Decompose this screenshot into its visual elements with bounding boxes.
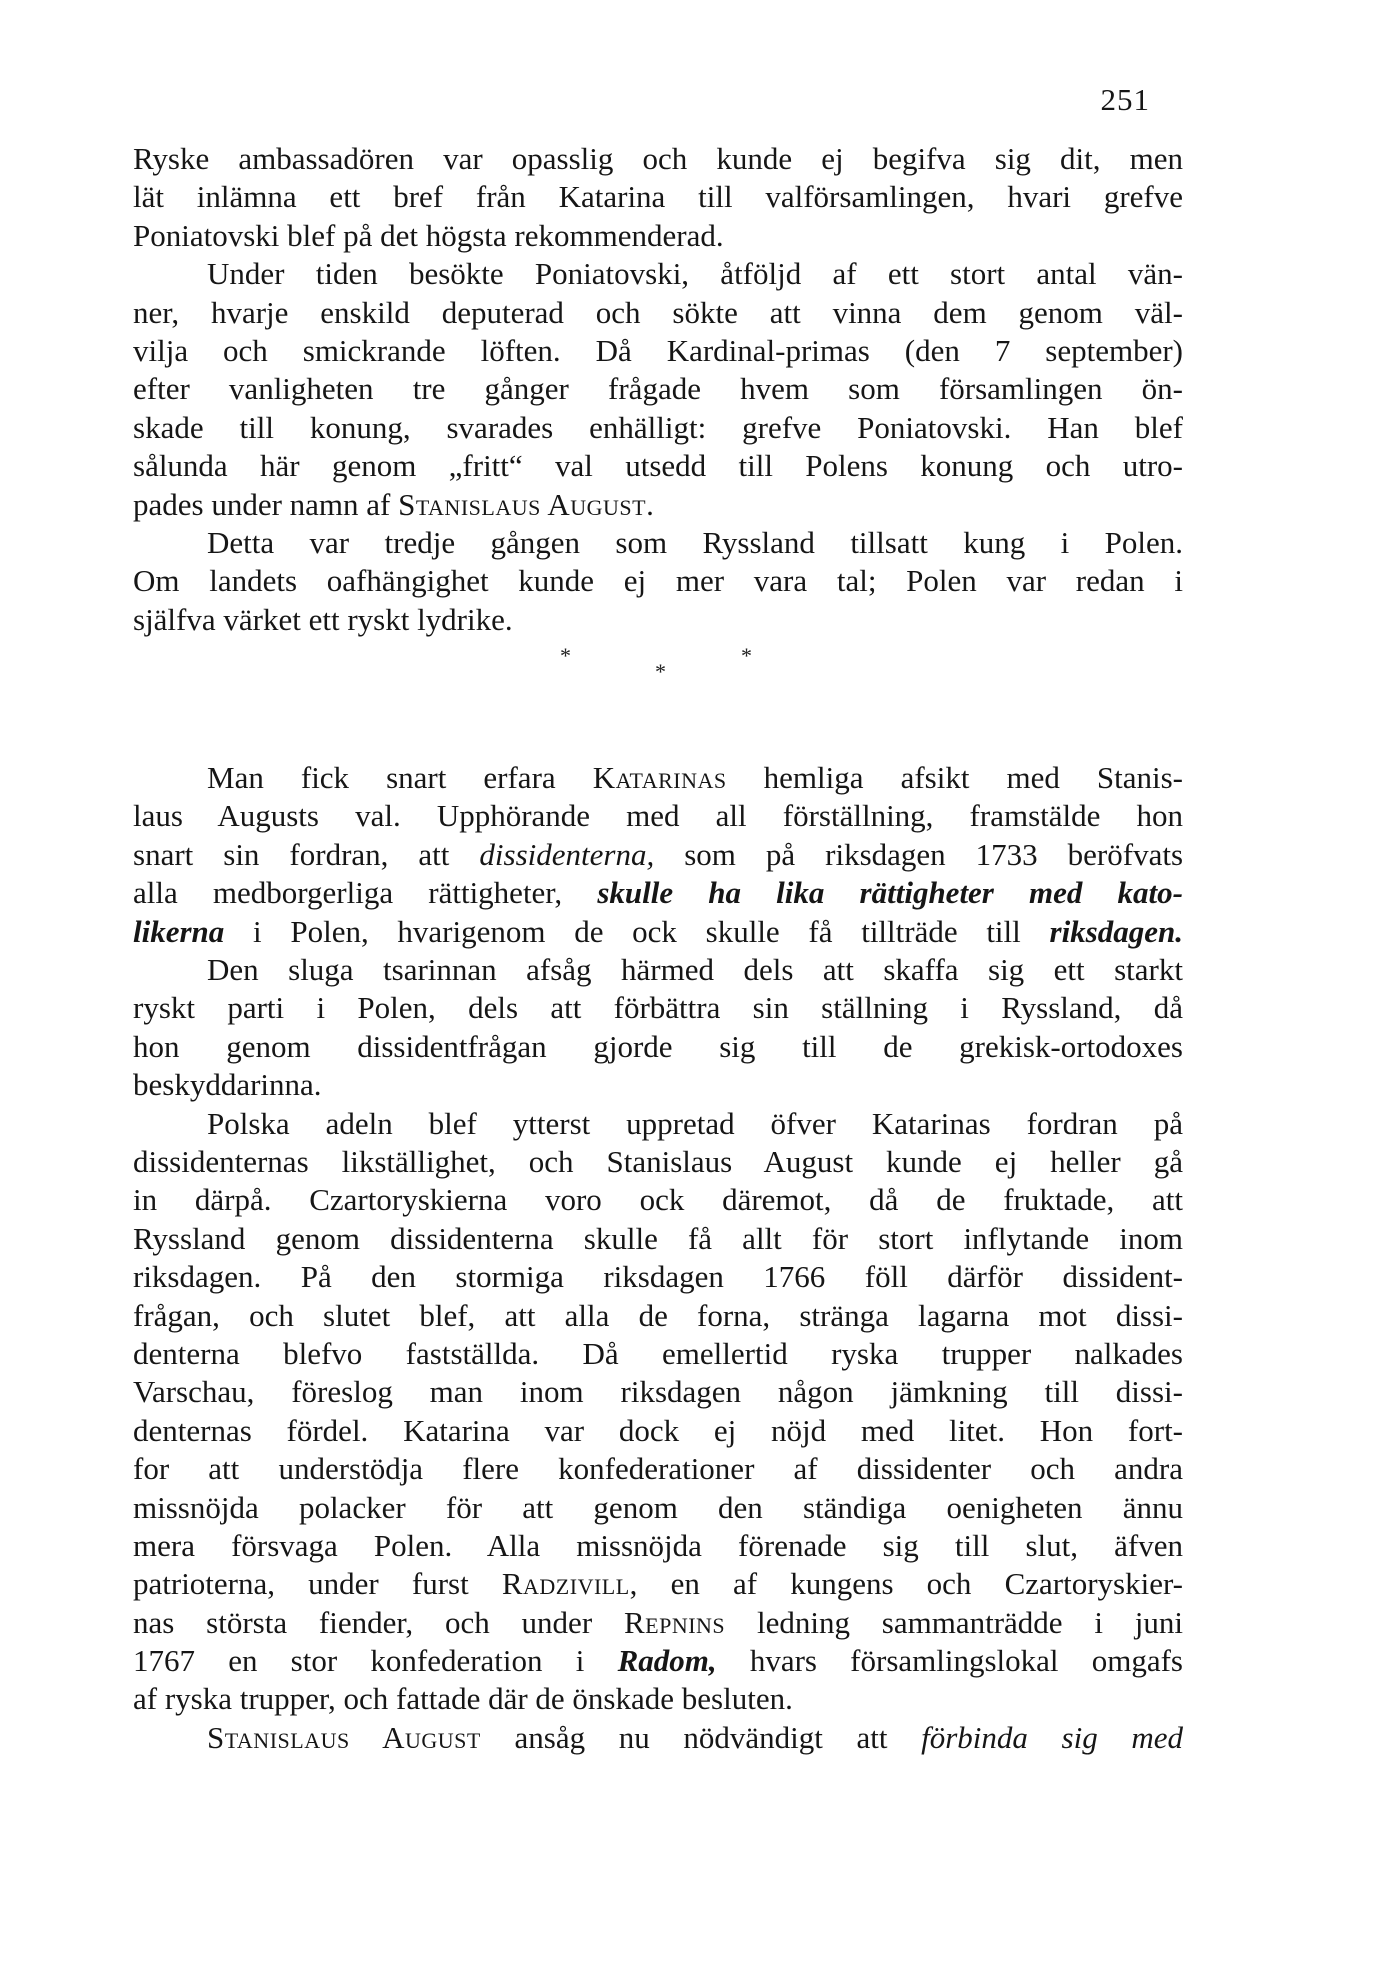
- text-run: hvars församlingslokal omgafs: [716, 1643, 1183, 1679]
- text-run: hemliga afsikt med Stanis-: [726, 760, 1184, 796]
- text-run: riksdagen. På den stormiga riksdagen 1766 föll därför dissident-: [133, 1259, 1183, 1295]
- text-line: [133, 1373, 1183, 1411]
- text-line: [133, 1297, 1183, 1335]
- text-run: riksdagen.: [1049, 913, 1183, 949]
- text-line: [133, 797, 1183, 835]
- text-run: ryskt parti i Polen, dels att förbättra sin ställning i Ryssland, då: [133, 990, 1183, 1026]
- text-line: [133, 1527, 1183, 1565]
- text-line: [133, 989, 1183, 1027]
- text-run: patrioterna, under furst: [133, 1566, 502, 1602]
- text-run: själfva värket ett ryskt lydrike.: [133, 601, 513, 637]
- text-line: [133, 874, 1183, 912]
- text-line: [133, 1604, 1183, 1642]
- text-run: Under tiden besökte Poniatovski, åtföljd af ett stort antal vän-: [207, 256, 1183, 292]
- text-run: Stanislaus August: [398, 486, 647, 522]
- text-run: snart sin fordran, att: [133, 836, 480, 872]
- text-run: som på riksdagen 1733 beröfvats: [654, 836, 1184, 872]
- section-separator: [133, 639, 1183, 759]
- text-run: sålunda här genom „fritt“ val utsedd till Polens konung och utro-: [133, 448, 1183, 484]
- text-line: [133, 332, 1183, 370]
- text-run: Om landets oafhängighet kunde ej mer vara tal; Polen var redan i: [133, 563, 1183, 599]
- text-line: [133, 1719, 1183, 1757]
- text-line: [133, 217, 1183, 255]
- text-run: Den sluga tsarinnan afsåg härmed dels att skaffa sig ett starkt: [207, 952, 1183, 988]
- text-run: i Polen, hvarigenom de ock skulle få tillträde till: [224, 913, 1050, 949]
- text-run: pades under namn af: [133, 486, 399, 522]
- text-line: [133, 447, 1183, 485]
- text-run: .: [646, 486, 654, 522]
- text-run: alla medborgerliga rättigheter,: [133, 875, 598, 911]
- text-run: Man fick snart erfara: [207, 760, 593, 796]
- section-2: [133, 759, 1183, 1757]
- text-run: vilja och smickrande löften. Då Kardinal-primas (den 7 september): [133, 332, 1183, 368]
- text-line: [133, 759, 1183, 797]
- text-run: lät inlämna ett bref från Katarina till valförsamlingen, hvari grefve: [133, 179, 1183, 215]
- text-run: Katarinas: [592, 760, 727, 796]
- page-number: 251: [1100, 82, 1150, 117]
- text-line: [133, 1412, 1183, 1450]
- asterisk-icon: *: [560, 643, 571, 669]
- asterisk-icon: *: [741, 643, 752, 669]
- text-run: for att understödja flere konfederationer af dissidenter och andra: [133, 1451, 1183, 1487]
- text-line: [133, 1489, 1183, 1527]
- text-line: [133, 255, 1183, 293]
- text-line: [133, 1680, 1183, 1718]
- text-run: denterna blefvo fastställda. Då emellertid ryska trupper nalkades: [133, 1335, 1183, 1371]
- text-run: Ryssland genom dissidenterna skulle få allt för stort inflytande inom: [133, 1220, 1183, 1256]
- text-run: in därpå. Czartoryskierna voro ock däremot, då de fruktade, att: [133, 1182, 1183, 1218]
- text-line: [133, 562, 1183, 600]
- text-line: [133, 1450, 1183, 1488]
- text-line: [133, 1181, 1183, 1219]
- text-run: skulle ha lika rättigheter med kato-: [597, 875, 1183, 911]
- text-run: Varschau, föreslog man inom riksdagen någon jämkning till dissi-: [133, 1374, 1183, 1410]
- text-run: af ryska trupper, och fattade där de önskade besluten.: [133, 1681, 793, 1717]
- text-line: [133, 1335, 1183, 1373]
- text-line: [133, 409, 1183, 447]
- text-run: Radom,: [617, 1643, 717, 1679]
- text-line: [133, 524, 1183, 562]
- text-run: denternas fördel. Katarina var dock ej nöjd med litet. Hon fort-: [133, 1412, 1183, 1448]
- body-text: [133, 140, 1183, 1757]
- text-run: dissidenternas likställighet, och Stanislaus August kunde ej heller gå: [133, 1143, 1183, 1179]
- text-run: dissidenterna,: [479, 836, 655, 872]
- text-run: laus Augusts val. Upphörande med all förställning, framstälde hon: [133, 798, 1183, 834]
- text-run: frågan, och slutet blef, att alla de forna, stränga lagarna mot dissi-: [133, 1297, 1183, 1333]
- text-line: [133, 1565, 1183, 1603]
- asterisk-icon: *: [655, 659, 666, 685]
- text-line: [133, 601, 1183, 639]
- text-line: [133, 1642, 1183, 1680]
- section-1: [133, 140, 1183, 639]
- text-line: [133, 951, 1183, 989]
- text-run: Poniatovski blef på det högsta rekommenderad.: [133, 217, 724, 253]
- text-line: [133, 486, 1183, 524]
- text-line: [133, 178, 1183, 216]
- text-run: Repnins: [623, 1604, 726, 1640]
- text-line: [133, 836, 1183, 874]
- text-line: [133, 140, 1183, 178]
- text-run: nas största fiender, och under: [133, 1604, 624, 1640]
- text-run: efter vanligheten tre gånger frågade hvem som församlingen ön-: [133, 371, 1183, 407]
- text-run: ansåg nu nödvändigt att: [480, 1719, 922, 1755]
- text-line: [133, 1143, 1183, 1181]
- text-run: hon genom dissidentfrågan gjorde sig till de grekisk-ortodoxes: [133, 1028, 1183, 1064]
- text-run: likerna: [133, 913, 225, 949]
- text-line: [133, 1220, 1183, 1258]
- text-run: Radzivill: [501, 1566, 630, 1602]
- text-run: mera försvaga Polen. Alla missnöjda förenade sig till slut, äfven: [133, 1527, 1183, 1563]
- text-line: [133, 370, 1183, 408]
- text-line: [133, 1028, 1183, 1066]
- text-run: Polska adeln blef ytterst uppretad öfver Katarinas fordran på: [207, 1105, 1183, 1141]
- text-run: 1767 en stor konfederation i: [133, 1643, 618, 1679]
- text-run: Ryske ambassadören var opasslig och kunde ej begifva sig dit, men: [133, 141, 1183, 176]
- text-run: ner, hvarje enskild deputerad och sökte att vinna dem genom väl-: [133, 294, 1183, 330]
- text-run: Stanislaus August: [207, 1719, 481, 1755]
- text-line: [133, 294, 1183, 332]
- text-run: missnöjda polacker för att genom den ständiga oenigheten ännu: [133, 1489, 1183, 1525]
- text-run: Detta var tredje gången som Ryssland tillsatt kung i Polen.: [207, 524, 1183, 560]
- text-line: [133, 1105, 1183, 1143]
- text-line: [133, 1258, 1183, 1296]
- text-line: [133, 1066, 1183, 1104]
- text-run: ledning sammanträdde i juni: [725, 1604, 1183, 1640]
- text-run: beskyddarinna.: [133, 1067, 322, 1103]
- text-run: förbinda sig med: [921, 1719, 1183, 1755]
- text-run: , en af kungens och Czartoryskier-: [629, 1566, 1183, 1602]
- text-line: [133, 913, 1183, 951]
- text-run: skade till konung, svarades enhälligt: grefve Poniatovski. Han blef: [133, 409, 1183, 445]
